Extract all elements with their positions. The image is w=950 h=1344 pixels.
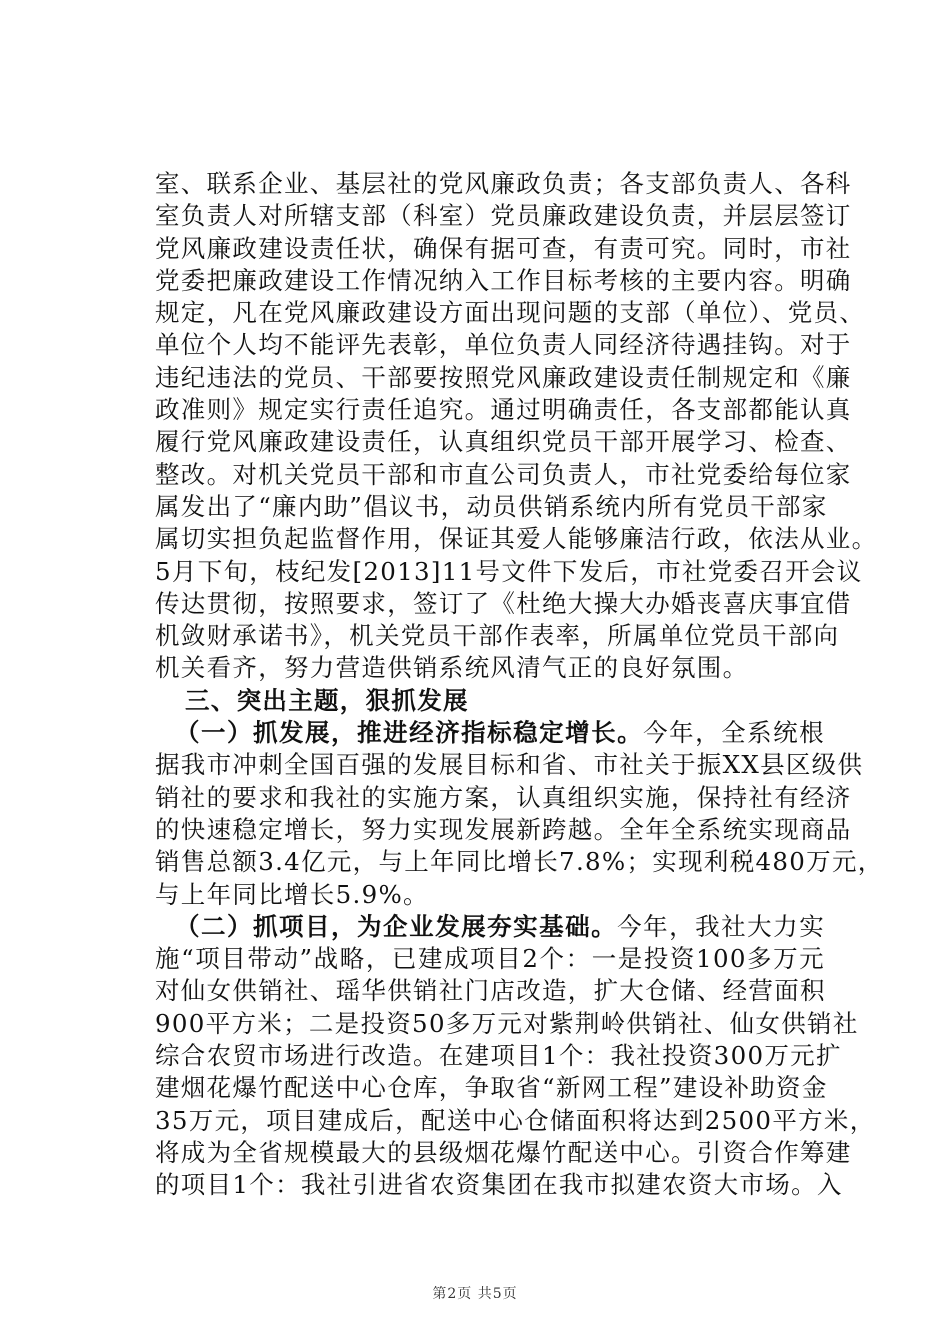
section-heading: 三、突出主题，狠抓发展 <box>185 685 469 715</box>
text-line: 规定，凡在党风廉政建设方面出现问题的支部（单位）、党员、 <box>155 298 866 328</box>
text-line: 属发出了“廉内助”倡议书，动员供销系统内所有党员干部家 <box>155 491 828 521</box>
paragraph-economic-development <box>155 717 884 911</box>
text-line: 综合农贸市场进行改造。在建项目1个：我社投资300万元扩 <box>155 1041 842 1071</box>
text-line: 35万元，项目建成后，配送中心仓储面积将达到2500平方米， <box>155 1105 876 1135</box>
text-line: 机关看齐，努力营造供销系统风清气正的良好氛围。 <box>155 653 749 683</box>
text-line: 据我市冲刺全国百强的发展目标和省、市社关于振XX县区级供 <box>155 750 864 780</box>
text-line: 与上年同比增长5.9%。 <box>155 879 429 909</box>
document-body <box>155 168 884 1202</box>
subsection-title: （一）抓发展，推进经济指标稳定增长。 <box>175 718 644 748</box>
text-fragment: 今年，全系统根 <box>643 718 825 748</box>
text-line: 履行党风廉政建设责任，认真组织党员干部开展学习、检查、 <box>155 427 852 457</box>
text-line: 党风廉政建设责任状，确保有据可查，有责可究。同时，市社 <box>155 233 852 263</box>
text-line: 机敛财承诺书》，机关党员干部作表率，所属单位党员干部向 <box>155 621 840 651</box>
text-line: 建烟花爆竹配送中心仓库，争取省“新网工程”建设补助资金 <box>155 1073 828 1103</box>
text-line: 传达贯彻，按照要求，签订了《杜绝大操大办婚丧喜庆事宜借 <box>155 588 852 618</box>
text-line: 施“项目带动”战略，已建成项目2个：一是投资100多万元 <box>155 944 825 974</box>
text-fragment: 今年，我社大力实 <box>617 911 825 941</box>
text-line: 室、联系企业、基层社的党风廉政负责；各支部负责人、各科 <box>155 169 852 198</box>
text-line <box>155 717 825 749</box>
text-line: 违纪违法的党员、干部要按照党风廉政建设责任制规定和《廉 <box>155 362 852 392</box>
text-line: 销社的要求和我社的实施方案，认真组织实施，保持社有经济 <box>155 782 852 812</box>
text-line: 单位个人均不能评先表彰，单位负责人同经济待遇挂钩。对于 <box>155 330 852 360</box>
page-number-footer: 第2页 共5页 <box>432 1286 518 1302</box>
text-line: 对仙女供销社、瑶华供销社门店改造，扩大仓储、经营面积 <box>155 976 826 1006</box>
text-line: 900平方米；二是投资50多万元对紫荆岭供销社、仙女供销社 <box>155 1008 859 1038</box>
text-line: 室负责人对所辖支部（科室）党员廉政建设负责，并层层签订 <box>155 201 852 231</box>
text-line: 将成为全省规模最大的县级烟花爆竹配送中心。引资合作筹建 <box>155 1137 852 1167</box>
text-line: 政准则》规定实行责任追究。通过明确责任，各支部都能认真 <box>155 395 852 425</box>
subsection-title: （二）抓项目，为企业发展夯实基础。 <box>175 911 618 941</box>
text-line: 销售总额3.4亿元，与上年同比增长7.8%；实现利税480万元， <box>155 847 884 877</box>
text-line: 的快速稳定增长，努力实现发展新跨越。全年全系统实现商品 <box>155 814 852 844</box>
text-line: 属切实担负起监督作用，保证其爱人能够廉洁行政，依法从业。 <box>155 524 878 554</box>
text-line: 党委把廉政建设工作情况纳入工作目标考核的主要内容。明确 <box>155 265 852 295</box>
paragraph-projects <box>155 911 876 1202</box>
paragraph-party-integrity <box>155 168 878 685</box>
text-line <box>155 911 825 943</box>
text-line: 的项目1个：我社引进省农资集团在我市拟建农资大市场。入 <box>155 1170 843 1200</box>
text-line: 5月下旬，枝纪发[2013]11号文件下发后，市社党委召开会议 <box>155 556 863 586</box>
text-line: 整改。对机关党员干部和市直公司负责人，市社党委给每位家 <box>155 459 852 489</box>
